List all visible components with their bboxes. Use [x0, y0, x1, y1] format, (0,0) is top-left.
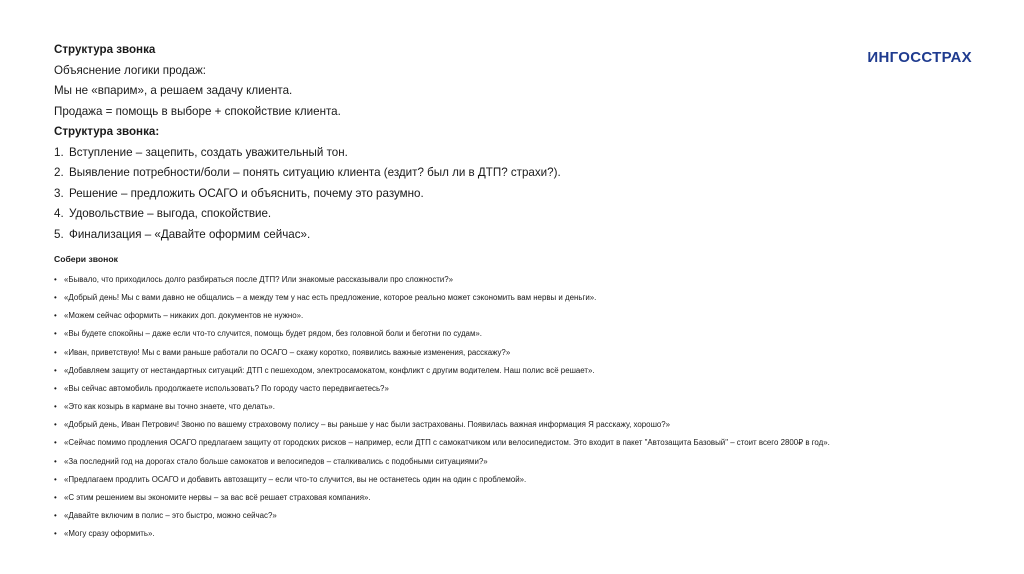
- ingosstrakh-logo: ИНГОССТРАХ: [867, 49, 972, 66]
- section-title: Собери звонок: [54, 254, 118, 264]
- bullet-icon: •: [54, 529, 57, 539]
- call-steps-list: [54, 143, 754, 246]
- phrase-item: [54, 380, 994, 398]
- bullet-icon: •: [54, 402, 57, 412]
- bullet-icon: •: [54, 275, 57, 284]
- bullet-icon: •: [54, 365, 57, 375]
- phrase-text: «Вы будете спокойны – даже если что-то случится, помощь будет рядом, без головной боли и беготни по судам».: [64, 329, 482, 339]
- step-number: 5.: [54, 227, 64, 241]
- phrase-text: «Добавляем защиту от нестандартных ситуаций: ДТП с пешеходом, электросамокатом, конфликт с другим водителем. Наш полис всё решает».: [64, 365, 595, 375]
- phrase-text: «Могу сразу оформить».: [64, 529, 155, 539]
- step-item: [54, 163, 754, 184]
- step-text: Удовольствие – выгода, спокойствие.: [69, 207, 272, 220]
- phrase-item: [54, 398, 994, 416]
- phrase-text: «За последний год на дорогах стало больше самокатов и велосипедов – сталкивались с подобными ситуациями?»: [64, 456, 488, 466]
- step-number: 2.: [54, 166, 64, 179]
- step-item: [54, 204, 754, 225]
- phrase-item: [54, 525, 994, 543]
- phrases-list: [54, 271, 994, 543]
- phrase-text: «Сейчас помимо продления ОСАГО предлагаем защиту от городских рисков – например, если ДТП с самокатчиком или велосипедистом. Это входит в пакет "Автозащита Базовый" – стоит всего 2800₽ в год».: [64, 438, 830, 448]
- step-number: 3.: [54, 186, 64, 200]
- phrase-item: [54, 325, 994, 343]
- phrase-text: «Добрый день, Иван Петрович! Звоню по вашему страховому полису – вы раньше у нас были застрахованы. Появилась важная информация Я расскажу, хорошо?»: [64, 420, 671, 430]
- phrase-text: «Бывало, что приходилось долго разбираться после ДТП? Или знакомые рассказывали про сложности?»: [64, 275, 454, 284]
- phrase-item: [54, 362, 994, 380]
- sales-logic-heading: Объяснение логики продаж:: [54, 63, 206, 77]
- bullet-icon: •: [54, 438, 57, 448]
- bullet-icon: •: [54, 293, 57, 303]
- phrase-item: [54, 289, 994, 307]
- phrase-item: [54, 416, 994, 434]
- step-item: [54, 143, 754, 164]
- bullet-icon: •: [54, 311, 57, 321]
- structure-heading: Структура звонка:: [54, 125, 160, 138]
- sales-logic-line-1: Мы не «впарим», а решаем задачу клиента.: [54, 84, 293, 97]
- phrase-item: [54, 344, 994, 362]
- phrase-text: «Это как козырь в кармане вы точно знаете, что делать».: [64, 402, 275, 412]
- bullet-icon: •: [54, 511, 57, 521]
- bullet-icon: •: [54, 420, 57, 430]
- phrase-item: [54, 271, 994, 289]
- phrase-item: [54, 489, 994, 507]
- step-item: [54, 225, 754, 246]
- bullet-icon: •: [54, 329, 57, 339]
- bullet-icon: •: [54, 383, 57, 393]
- phrase-text: «Вы сейчас автомобиль продолжаете использовать? По городу часто передвигаетесь?»: [64, 383, 389, 393]
- page-title: Структура звонка: [54, 43, 156, 56]
- phrase-item: [54, 507, 994, 525]
- bullet-icon: •: [54, 474, 57, 484]
- call-structure-block: [54, 40, 754, 245]
- bullet-icon: •: [54, 347, 57, 357]
- phrase-text: «Добрый день! Мы с вами давно не общались – а между тем у нас есть предложение, которое реально может сэкономить вам нервы и деньги».: [64, 293, 597, 303]
- phrase-item: [54, 307, 994, 325]
- phrase-item: [54, 471, 994, 489]
- bullet-icon: •: [54, 492, 57, 502]
- step-text: Вступление – зацепить, создать уважительный тон.: [69, 145, 348, 159]
- step-text: Выявление потребности/боли – понять ситуацию клиента (ездит? был ли в ДТП? страхи?).: [69, 166, 561, 179]
- step-text: Решение – предложить ОСАГО и объяснить, почему это разумно.: [69, 186, 424, 200]
- phrase-text: «Предлагаем продлить ОСАГО и добавить автозащиту – если что-то случится, вы не останетесь один на один с проблемой».: [64, 474, 527, 484]
- phrase-text: «Можем сейчас оформить – никаких доп. документов не нужно».: [64, 311, 304, 321]
- phrase-item: [54, 434, 994, 452]
- step-number: 4.: [54, 207, 64, 220]
- phrase-text: «С этим решением вы экономите нервы – за вас всё решает страховая компания».: [64, 492, 371, 502]
- bullet-icon: •: [54, 456, 57, 466]
- phrase-text: «Иван, приветствую! Мы с вами раньше работали по ОСАГО – скажу коротко, появились важные изменения, расскажу?»: [64, 347, 511, 357]
- phrase-text: «Давайте включим в полис – это быстро, можно сейчас?»: [64, 511, 277, 521]
- phrase-item: [54, 453, 994, 471]
- step-item: [54, 184, 754, 205]
- sales-logic-line-2: Продажа = помощь в выборе + спокойствие клиента.: [54, 104, 341, 118]
- step-number: 1.: [54, 145, 64, 159]
- step-text: Финализация – «Давайте оформим сейчас».: [69, 227, 311, 241]
